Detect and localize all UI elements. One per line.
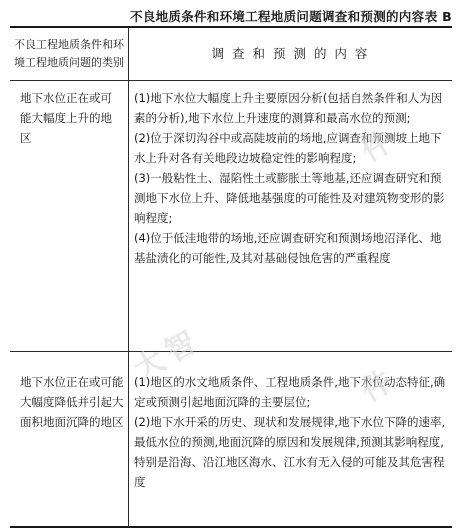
row-2-content [134, 372, 450, 492]
table-title: 不良地质条件和环境工程地质问题调查和预测的内容 [130, 9, 425, 24]
row-1-category: 地下水位正在或可能大幅度上升的地区 [20, 91, 112, 145]
row-1-item: (1)地下水位大幅度上升主要原因分析(包括自然条件和人为因素的分析),地下水位上升速度的测算和最高水位的预测; [134, 91, 443, 125]
row-1-content [134, 88, 450, 268]
table-caption [0, 2, 456, 26]
row-2-item: (1)地区的水文地质条件、工程地质条件,地下水位动态特征,确定或预测引起地面沉降的主要层位; [134, 375, 446, 409]
header-divider [10, 80, 452, 81]
header-content-label: 调 查 和 预 测 的 内 容 [211, 46, 370, 61]
row-2-item: (2)地下水开采的历史、现状和发展规律,地下水位下降的速率,最低水位的预测,地面沉降的原因和发展规律,预测其影响程度,特别是沿海、沿江地区海水、江水有无入侵的可能及其危害程度 [134, 415, 446, 489]
header-category: 不良工程地质条件和环境工程地质问题的类别 [14, 38, 124, 69]
header-content [129, 28, 452, 80]
watermark: 大智 [127, 321, 208, 389]
table-label: 表 B [424, 9, 452, 24]
watermark: 件 [355, 120, 405, 170]
row-2-category: 地下水位正在或可能大幅度降低并引起大面积地面沉降的地区 [20, 375, 124, 429]
content-table [10, 26, 452, 528]
column-divider [128, 28, 129, 526]
row-1-item: (2)位于深切沟谷中或高陡坡前的场地,应调查和预测坡上地下水上升对各有关地段边坡稳定性的影响程度; [134, 131, 442, 165]
row-1-item: (4)位于低洼地带的场地,还应调查研究和预测场地沼泽化、地基盐渍化的可能性,及其对基础侵蚀危害的严重程度 [134, 231, 442, 265]
row-1-item: (3)一般粘性土、湿陷性土或膨胀土等地基,还应调查研究和预测地下水位上升、降低地基强度的可能性及对建筑物变形的影响程度; [134, 171, 445, 225]
row-divider [10, 351, 452, 352]
watermark: 件 [355, 360, 405, 410]
